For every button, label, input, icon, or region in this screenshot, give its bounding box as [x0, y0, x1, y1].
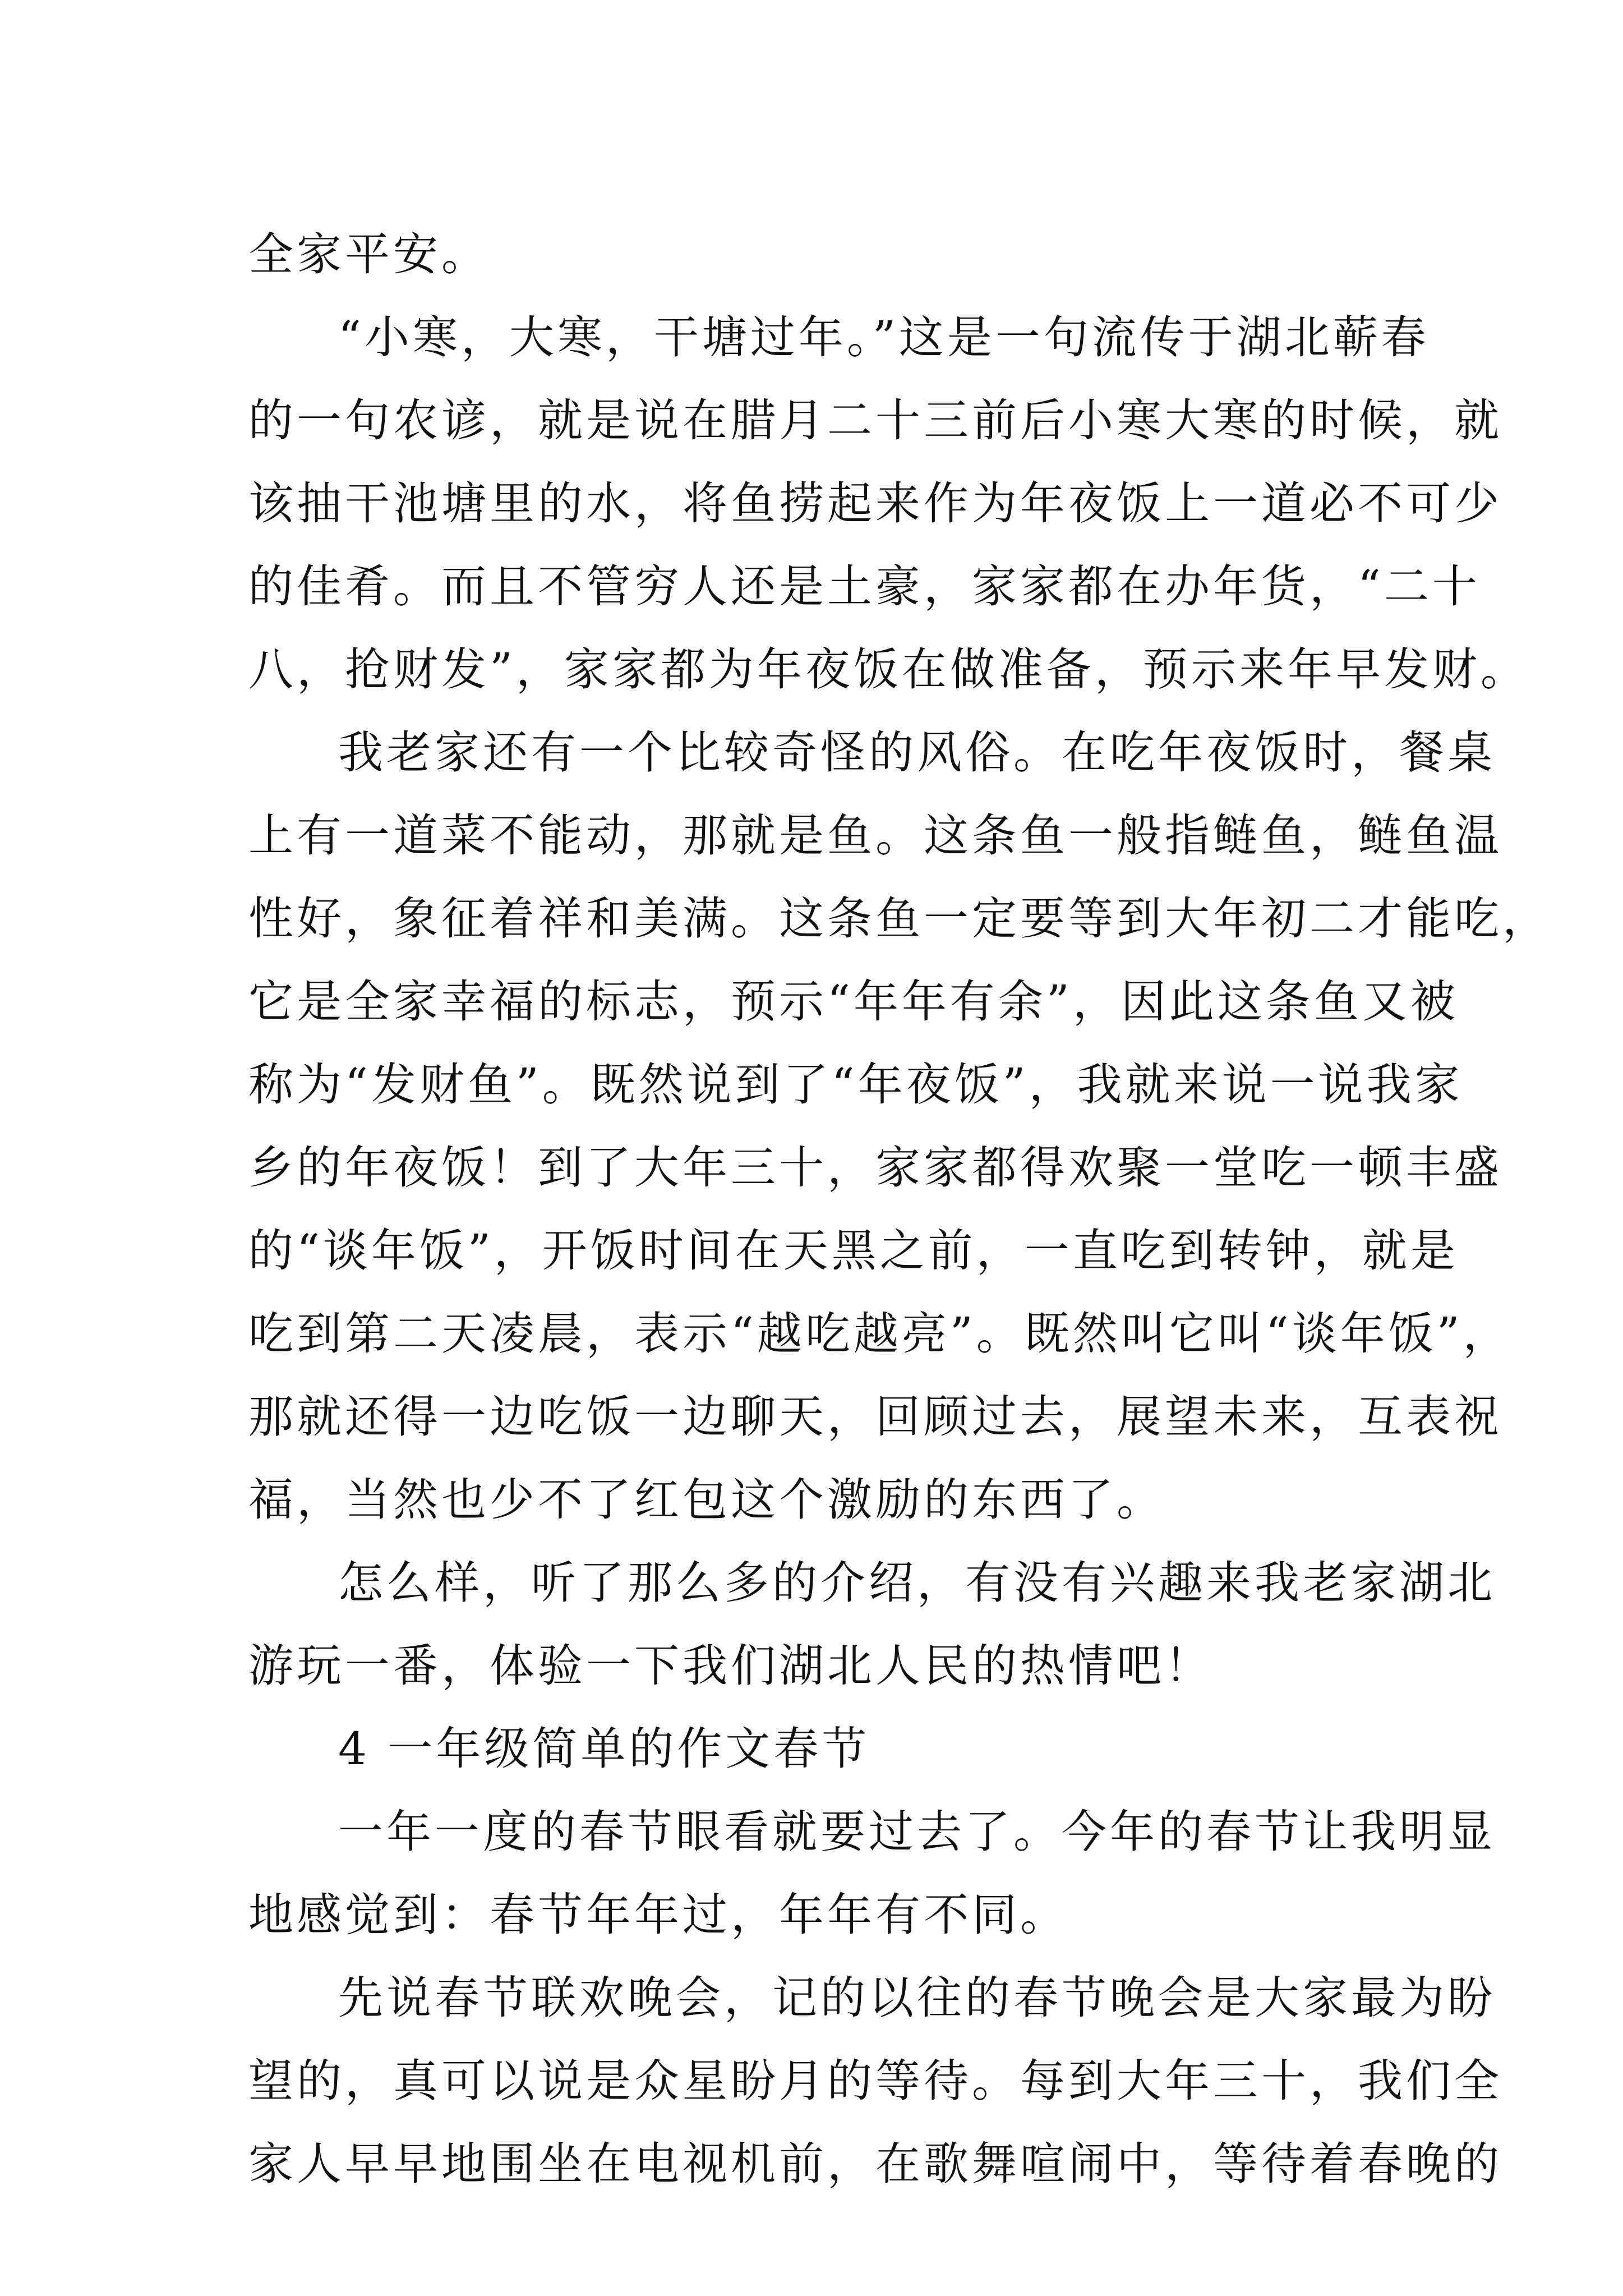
text-line: 一年一度的春节眼看就要过去了。今年的春节让我明显 — [338, 1806, 1496, 1858]
text-line: 上有一道菜不能动，那就是鱼。这条鱼一般指鲢鱼，鲢鱼温 — [248, 809, 1502, 862]
text-line: 性好，象征着祥和美满。这条鱼一定要等到大年初二才能吃， — [248, 892, 1551, 945]
text-line: 先说春节联欢晚会，记的以往的春节晚会是大家最为盼 — [338, 1972, 1496, 2024]
text-line: 家人早早地围坐在电视机前，在歌舞喧闹中，等待着春晚的 — [248, 2138, 1502, 2190]
text-line: 乡的年夜饭！到了大年三十，家家都得欢聚一堂吃一顿丰盛 — [248, 1142, 1502, 1194]
text-line: 游玩一番，体验一下我们湖北人民的热情吧！ — [248, 1640, 1213, 1692]
text-line: 吃到第二天凌晨，表示“越吃越亮”。既然叫它叫“谈年饭”， — [248, 1308, 1511, 1360]
text-line: 称为“发财鱼”。既然说到了“年夜饭”，我就来说一说我家 — [248, 1059, 1463, 1111]
text-line: 望的，真可以说是众星盼月的等待。每到大年三十，我们全 — [248, 2055, 1502, 2107]
text-line: 该抽干池塘里的水，将鱼捞起来作为年夜饭上一道必不可少 — [248, 477, 1502, 530]
section-heading: 4 一年级简单的作文春节 — [338, 1723, 870, 1775]
text-line: “小寒，大寒，干塘过年。”这是一句流传于湖北蕲春 — [338, 311, 1430, 364]
text-line: 的“谈年饭”，开饭时间在天黑之前，一直吃到转钟，就是 — [248, 1225, 1459, 1277]
text-line: 它是全家幸福的标志，预示“年年有余”，因此这条鱼又被 — [248, 976, 1459, 1028]
text-line: 我老家还有一个比较奇怪的风俗。在吃年夜饭时，餐桌 — [338, 726, 1496, 779]
text-line: 那就还得一边吃饭一边聊天，回顾过去，展望未来，互表祝 — [248, 1391, 1502, 1443]
text-line: 的佳肴。而且不管穷人还是土豪，家家都在办年货，“二十 — [248, 560, 1481, 613]
text-line: 的一句农谚，就是说在腊月二十三前后小寒大寒的时候，就 — [248, 394, 1502, 447]
text-line: 全家平安。 — [248, 228, 490, 280]
text-line: 福，当然也少不了红包这个激励的东西了。 — [248, 1474, 1165, 1526]
text-line: 地感觉到：春节年年过，年年有不同。 — [248, 1889, 1068, 1941]
text-line: 八，抢财发”，家家都为年夜饭在做准备，预示来年早发财。 — [248, 643, 1529, 696]
text-line: 怎么样，听了那么多的介绍，有没有兴趣来我老家湖北 — [338, 1557, 1496, 1609]
document-page — [248, 213, 1551, 2206]
